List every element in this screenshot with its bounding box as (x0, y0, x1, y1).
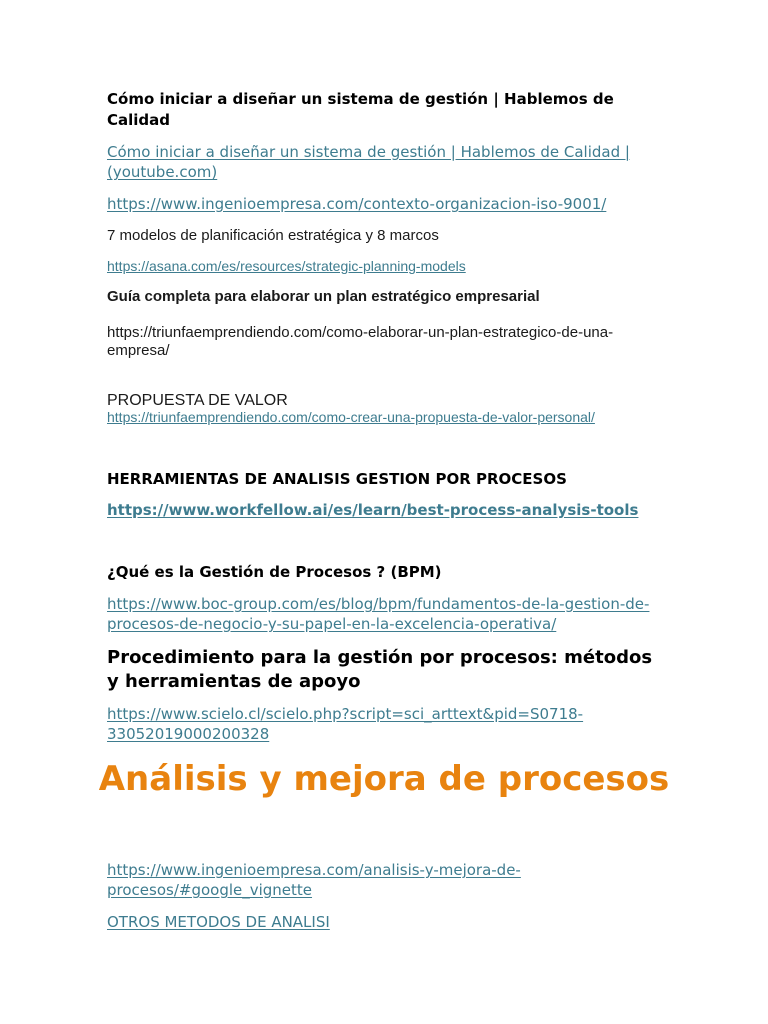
link-boc-group-bpm[interactable]: https://www.boc-group.com/es/blog/bpm/fundamentos-de-la-gestion-de-procesos-de-negocio-y-su-papel-en-la-excelencia-operativa/ (107, 595, 650, 633)
link-otros-metodos[interactable]: OTROS METODOS DE ANALISI (107, 913, 330, 931)
heading-herramientas-analisis: HERRAMIENTAS DE ANALISIS GESTION POR PROCESOS (107, 470, 567, 488)
link-ingenioempresa-analisis-mejora[interactable]: https://www.ingenioempresa.com/analisis-y-mejora-de-procesos/#google_vignette (107, 861, 521, 899)
text-propuesta-de-valor: PROPUESTA DE VALOR (107, 392, 288, 409)
link-youtube-hablemos-calidad[interactable]: Cómo iniciar a diseñar un sistema de gestión | Hablemos de Calidad | (youtube.com) (107, 143, 630, 181)
heading-que-es-bpm: ¿Qué es la Gestión de Procesos ? (BPM) (107, 563, 442, 581)
link-workfellow-process-tools[interactable]: https://www.workfellow.ai/es/learn/best-process-analysis-tools (107, 501, 639, 519)
link-ingenioempresa-iso-9001[interactable]: https://www.ingenioempresa.com/contexto-organizacion-iso-9001/ (107, 195, 607, 213)
link-asana-strategic-planning[interactable]: https://asana.com/es/resources/strategic-planning-models (107, 258, 466, 274)
heading-analisis-mejora-procesos: Análisis y mejora de procesos (98, 759, 670, 799)
link-triunfa-propuesta-valor[interactable]: https://triunfaemprendiendo.com/como-crear-una-propuesta-de-valor-personal/ (107, 409, 595, 425)
text-triunfa-plan-estrategico-url: https://triunfaemprendiendo.com/como-elaborar-un-plan-estrategico-de-una-empresa/ (107, 324, 614, 359)
heading-plan-estrategico: Guía completa para elaborar un plan estratégico empresarial (107, 288, 540, 305)
link-scielo-article[interactable]: https://www.scielo.cl/scielo.php?script=sci_arttext&pid=S0718-33052019000200328 (107, 705, 584, 743)
text-modelos-planificacion: 7 modelos de planificación estratégica y 8 marcos (107, 227, 439, 244)
heading-sistema-gestion: Cómo iniciar a diseñar un sistema de gestión | Hablemos de Calidad (107, 90, 614, 129)
heading-procedimiento-gestion-procesos: Procedimiento para la gestión por procesos: métodos y herramientas de apoyo (107, 647, 653, 692)
